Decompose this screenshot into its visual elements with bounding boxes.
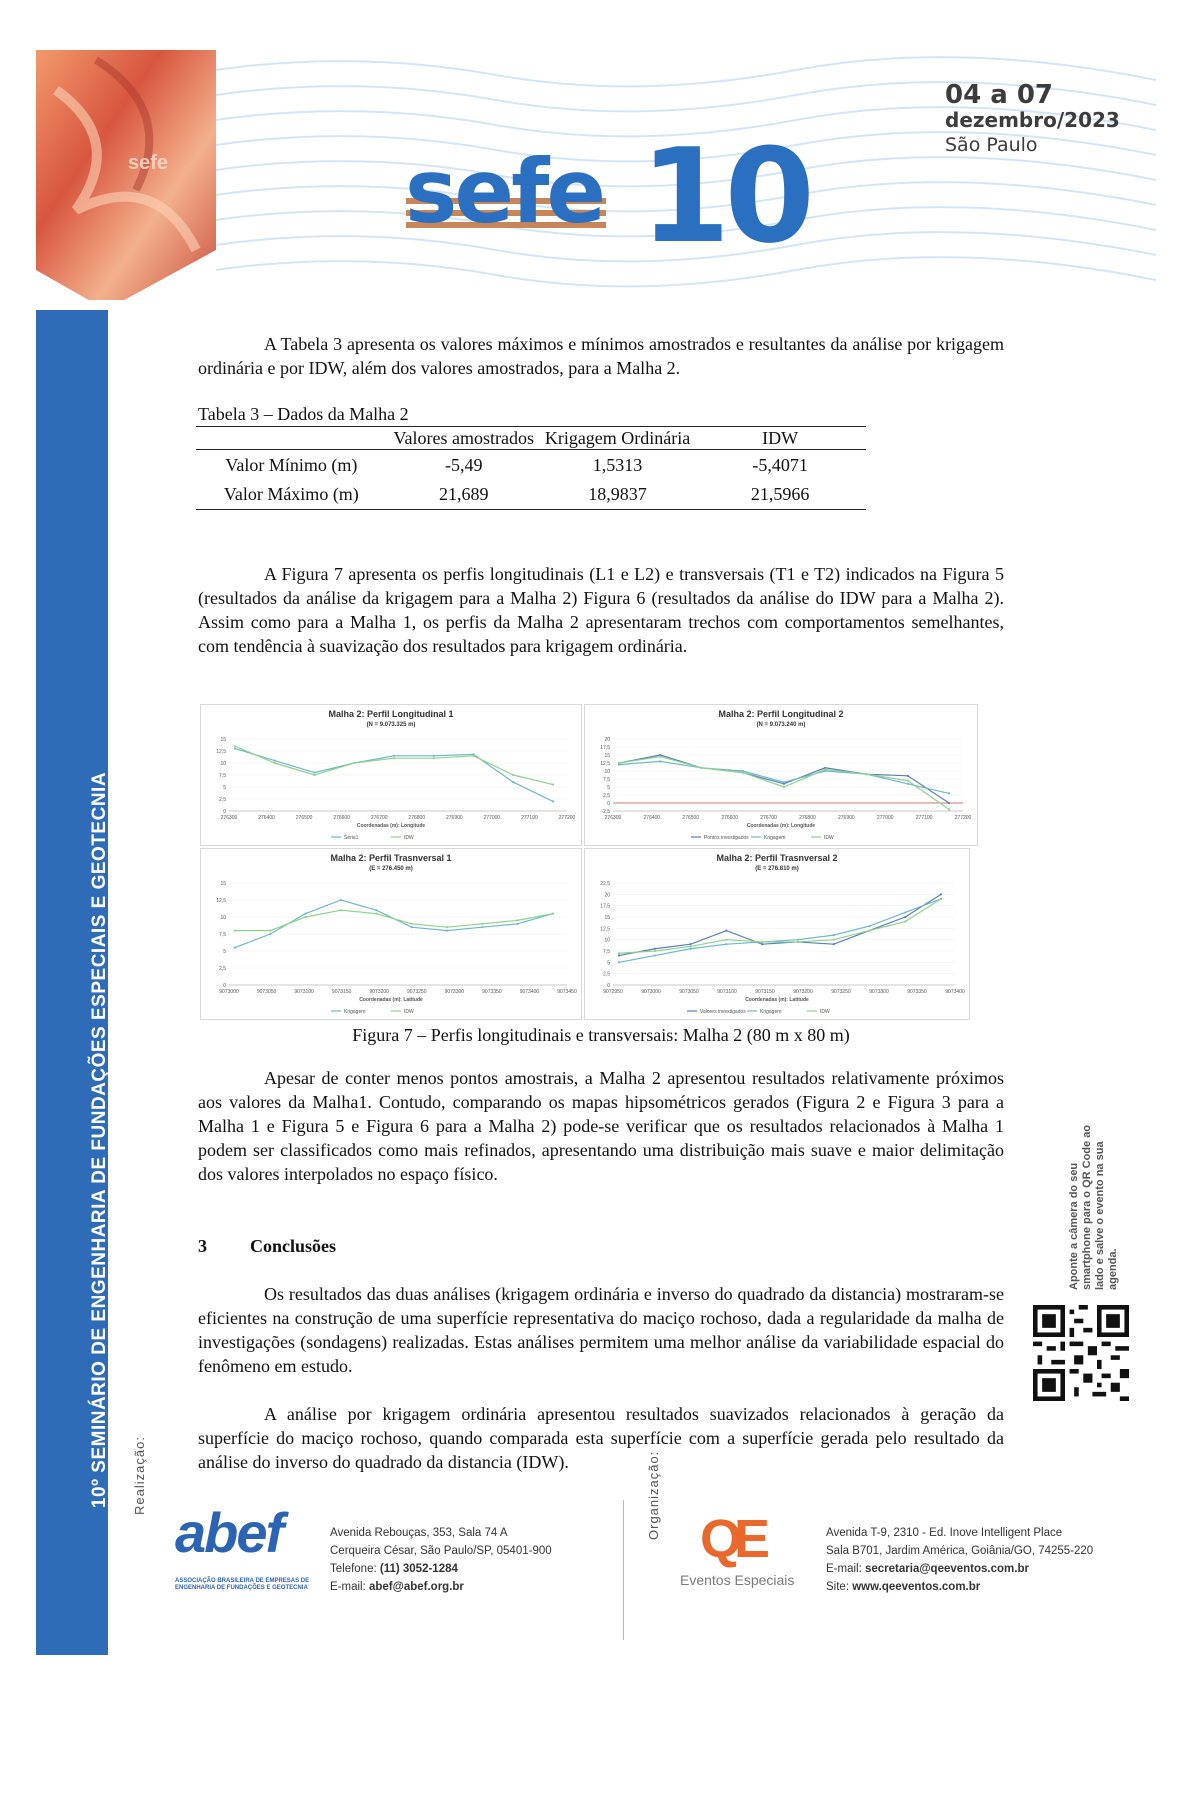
x-tick-label: 277000 <box>876 815 894 821</box>
data-point <box>833 939 835 941</box>
x-axis-label: Coordenadas (m): Longitude <box>356 823 426 829</box>
qe-email-link[interactable]: secretaria@qeeventos.com.br <box>864 1563 1029 1575</box>
paragraph-1: A Tabela 3 apresenta os valores máximos e mínimos amostrados e resultantes da análise por krigagem ordinária e por IDW, além dos valores amostrados, para a Malha 2. <box>198 334 1004 378</box>
data-point <box>654 954 656 956</box>
chart-longitudinal-1 <box>201 705 581 845</box>
x-tick-label: 276500 <box>295 815 313 821</box>
data-point <box>907 780 909 782</box>
paragraph-2: A Figura 7 apresenta os perfis longitudinais (L1 e L2) e transversais (T1 e T2) indicados na Figura 5 (resultados da análise da krigagem para a Malha 2) Figura 6 (resultados da análise do IDW para a Malha 2). Assim como para a Malha 1, os perfis da Malha 2 apresentaram trechos com comportamentos semelhantes, com tendência à suavização dos resultados para krigagem ordinária. <box>198 564 1004 656</box>
side-banner-text: 10º SEMINÁRIO DE ENGENHARIA DE FUNDAÇÕES ESPECIAIS E GEOTECNIA <box>89 771 110 1509</box>
y-tick-label: 2,5 <box>219 797 226 803</box>
data-point <box>552 800 554 802</box>
qe-logo: QE <box>700 1509 763 1569</box>
data-point <box>940 898 942 900</box>
x-tick-label: 276300 <box>604 815 622 821</box>
x-tick-label: 9073000 <box>641 989 661 995</box>
y-tick-label: 5 <box>223 785 226 791</box>
legend-entry: Krigagem <box>760 1009 782 1015</box>
realizacao-label: Realização: <box>132 1436 147 1515</box>
y-tick-label: 2,5 <box>603 793 610 799</box>
x-tick-label: 276800 <box>799 815 816 821</box>
data-table <box>196 426 866 510</box>
data-point <box>340 909 342 911</box>
data-point <box>313 774 315 776</box>
data-point <box>274 760 276 762</box>
chart-panel-4 <box>584 848 970 1020</box>
table-row <box>196 450 866 480</box>
data-point <box>725 930 727 932</box>
chart-title: Malha 2: Perfil Trasnversal 2 <box>716 853 838 863</box>
data-point <box>618 954 620 956</box>
x-tick-label: 277100 <box>521 815 538 821</box>
data-point <box>481 923 483 925</box>
x-tick-label: 9073450 <box>557 989 577 995</box>
legend-entry: IDW <box>404 835 414 841</box>
y-tick-label: 5 <box>607 960 610 967</box>
data-point <box>446 930 448 932</box>
section-number: 3 <box>198 1236 207 1256</box>
y-tick-label: 0 <box>223 809 226 815</box>
chart-panel-3 <box>200 848 582 1020</box>
data-point <box>234 930 236 932</box>
y-tick-label: 12,5 <box>216 898 226 904</box>
x-axis-label: Coordenadas (m): Longitude <box>746 823 816 829</box>
x-tick-label: 276600 <box>721 815 739 821</box>
x-tick-label: 9073300 <box>869 989 889 995</box>
data-point <box>689 948 691 950</box>
x-tick-label: 9073200 <box>369 989 389 995</box>
x-tick-label: 277100 <box>915 815 933 821</box>
data-point <box>512 774 514 776</box>
x-tick-label: 9073250 <box>831 989 851 995</box>
abef-phone[interactable]: (11) 3052-1284 <box>379 1563 458 1575</box>
data-point <box>618 961 620 963</box>
data-point <box>234 748 236 750</box>
data-point <box>833 943 835 945</box>
data-point <box>783 786 785 788</box>
y-tick-label: 20 <box>604 892 610 899</box>
legend-entry: IDW <box>820 1009 830 1015</box>
x-tick-label: 9073150 <box>331 989 352 995</box>
y-tick-label: -2,5 <box>601 809 610 815</box>
y-tick-label: 2,5 <box>219 966 226 972</box>
legend-entry: Pontos investigados <box>704 835 749 841</box>
abef-address-line1: Avenida Rebouças, 353, Sala 74 A <box>330 1527 508 1539</box>
y-tick-label: 17,5 <box>600 745 610 751</box>
data-point <box>868 925 870 927</box>
y-tick-label: 7,5 <box>219 932 226 938</box>
data-point <box>313 772 315 774</box>
chart-panel-1 <box>200 704 582 846</box>
table-header-cell: Krigagem Ordinária <box>544 428 691 448</box>
data-point <box>375 913 377 915</box>
figure-caption: Figura 7 – Perfis longitudinais e transversais: Malha 2 (80 m x 80 m) <box>352 1025 850 1045</box>
footer-divider <box>623 1500 624 1640</box>
y-tick-label: 12,5 <box>216 749 226 755</box>
x-tick-label: 276700 <box>760 815 777 821</box>
x-axis-label: Coordenadas (m): Latitude <box>745 997 809 1003</box>
table-cell: Valor Mínimo (m) <box>225 454 358 475</box>
x-tick-label: 9073000 <box>219 989 239 995</box>
legend-entry: IDW <box>404 1009 414 1015</box>
data-point <box>618 952 620 954</box>
x-tick-label: 9073100 <box>717 989 737 995</box>
data-point <box>761 941 763 943</box>
x-tick-label: 9073350 <box>482 989 502 995</box>
data-point <box>552 913 554 915</box>
data-point <box>783 781 785 783</box>
table-caption: Tabela 3 – Dados da Malha 2 <box>198 404 409 424</box>
data-point <box>948 808 950 810</box>
y-tick-label: 10 <box>220 761 226 767</box>
data-point <box>725 943 727 945</box>
data-point <box>340 899 342 901</box>
data-point <box>393 755 395 757</box>
abef-contact <box>330 1524 552 1596</box>
data-point <box>940 893 942 895</box>
data-point <box>742 772 744 774</box>
x-tick-label: 276600 <box>333 815 351 821</box>
y-tick-label: 0 <box>223 983 226 989</box>
data-point <box>411 923 413 925</box>
chart-subtitle: (E = 276.450 m) <box>369 866 413 872</box>
abef-subtitle: ASSOCIAÇÃO BRASILEIRA DE EMPRESAS DE ENGENHARIA DE FUNDAÇÕES E GEOTECNIA <box>175 1578 310 1591</box>
section-heading <box>198 1236 336 1257</box>
event-city: São Paulo <box>945 134 1038 156</box>
chart-title: Malha 2: Perfil Longitudinal 2 <box>718 709 844 719</box>
chart-subtitle: (E = 276.810 m) <box>755 866 799 872</box>
data-point <box>269 933 271 935</box>
data-point <box>472 755 474 757</box>
abef-logo: abef <box>175 1501 283 1564</box>
chart-subtitle: (N = 9.073.240 m) <box>756 722 806 728</box>
y-tick-label: 17,5 <box>600 903 610 910</box>
data-point <box>833 934 835 936</box>
table-cell: 18,9837 <box>588 484 647 505</box>
chart-transversal-2 <box>585 849 969 1019</box>
legend-entry: Krigagem <box>764 835 786 841</box>
x-tick-label: 9073300 <box>444 989 465 995</box>
data-point <box>654 948 656 950</box>
y-tick-label: 10 <box>220 915 226 921</box>
y-tick-label: 15 <box>604 915 610 921</box>
legend-entry: Valores investigados <box>700 1009 746 1015</box>
x-tick-label: 9073350 <box>907 989 927 995</box>
table-cell: 21,5966 <box>750 484 810 505</box>
legend-entry: Série1 <box>344 835 359 841</box>
y-tick-label: 5 <box>607 785 610 791</box>
qe-contact <box>826 1524 1093 1596</box>
chart-title: Malha 2: Perfil Longitudinal 1 <box>328 709 454 719</box>
site-label: Site: <box>826 1581 853 1593</box>
data-point <box>481 926 483 928</box>
y-tick-label: 15 <box>604 753 610 759</box>
table-header-cell: Valores amostrados <box>393 428 534 448</box>
series-line <box>619 899 941 953</box>
x-tick-label: 9073050 <box>679 989 699 995</box>
legend-entry: IDW <box>824 835 834 841</box>
chart-subtitle: (N = 9.073.325 m) <box>366 722 416 728</box>
data-point <box>411 926 413 928</box>
chart-longitudinal-2 <box>585 705 977 845</box>
y-tick-label: 7,5 <box>603 777 610 783</box>
x-tick-label: 276300 <box>220 815 238 821</box>
event-logo-number: 10 <box>640 120 809 272</box>
data-point <box>904 916 906 918</box>
qe-site-link[interactable]: www.qeeventos.com.br <box>852 1581 981 1593</box>
y-tick-label: 5 <box>223 949 226 955</box>
data-point <box>907 783 909 785</box>
data-point <box>868 930 870 932</box>
event-month: dezembro/2023 <box>945 108 1120 132</box>
x-tick-label: 276400 <box>643 815 661 821</box>
y-tick-label: 22,5 <box>600 881 610 887</box>
paragraph-3: Apesar de conter menos pontos amostrais, a Malha 2 apresentou resultados relativamente próximos aos valores da Malha1. Contudo, comparando os mapas hipsométricos gerados (Figura 2 e Figura 3 para a Malha 1 e Figura 5 e Figura 6 para a Malha 2) pode-se verificar que os resultados relacionados à Malha 1 podem ser classificados como mais refinados, apresentando uma distribuição mais suave e maior delimitação dos valores interpolados no espaço físico. <box>198 1068 1004 1184</box>
data-point <box>517 919 519 921</box>
paragraph-4: Os resultados das duas análises (krigagem ordinária e inverso do quadrado da distancia) mostraram-se eficientes na construção de uma superfície representativa do maciço rochoso, dada a regularidade da malha de investigações (sondagens) realizadas. Estas análises permitem uma melhor análise da variabilidade espacial do fenômeno em estudo. <box>198 1284 1004 1376</box>
abef-email-link[interactable]: abef@abef.org.br <box>368 1581 464 1593</box>
data-point <box>517 923 519 925</box>
x-tick-label: 9073400 <box>519 989 540 995</box>
data-point <box>618 762 620 764</box>
y-tick-label: 7,5 <box>219 773 226 779</box>
x-tick-label: 276700 <box>370 815 388 821</box>
x-tick-label: 9073400 <box>945 989 965 995</box>
data-point <box>689 945 691 947</box>
table-row <box>196 480 866 510</box>
y-tick-label: 15 <box>220 881 226 887</box>
qe-email-line <box>826 1560 1093 1578</box>
data-point <box>700 767 702 769</box>
data-point <box>904 911 906 913</box>
chart-transversal-1 <box>201 849 581 1019</box>
corner-badge: sefe <box>128 152 169 174</box>
x-tick-label: 277200 <box>954 815 972 821</box>
x-tick-label: 9072950 <box>603 989 623 995</box>
data-point <box>948 792 950 794</box>
data-point <box>305 913 307 915</box>
paragraph-5: A análise por krigagem ordinária apresentou resultados suavizados relacionados à geração da superfície do maciço rochoso, quando comparada esta superfície com a superfície gerada pelo resultado da análise do inverso do quadrado da distancia (IDW). <box>198 1404 1004 1472</box>
x-tick-label: 9073150 <box>755 989 775 995</box>
data-point <box>234 947 236 949</box>
qe-site-line <box>826 1578 1093 1596</box>
x-tick-label: 277200 <box>558 815 576 821</box>
abef-address-line2: Cerqueira César, São Paulo/SP, 05401-900 <box>330 1545 552 1557</box>
data-point <box>948 802 950 804</box>
data-point <box>512 781 514 783</box>
data-point <box>305 916 307 918</box>
qe-subtitle: Eventos Especiais <box>680 1572 795 1588</box>
series-line <box>619 899 941 962</box>
section-title: Conclusões <box>250 1236 337 1256</box>
data-point <box>269 930 271 932</box>
data-point <box>353 762 355 764</box>
x-tick-label: 9073050 <box>256 989 277 995</box>
email-label: E-mail: <box>330 1581 369 1593</box>
qr-instructions: Aponte a câmera do seu smartphone para o QR Code ao lado e salve o evento na sua agenda. <box>1068 1124 1119 1290</box>
y-tick-label: 12,5 <box>600 761 610 767</box>
table-cell: 21,689 <box>438 484 489 505</box>
email-label: E-mail: <box>826 1563 865 1575</box>
y-tick-label: 10 <box>604 769 610 775</box>
qe-address-line2: Sala B701, Jardim América, Goiânia/GO, 74255-220 <box>826 1545 1094 1557</box>
data-point <box>375 909 377 911</box>
x-tick-label: 9073100 <box>294 989 314 995</box>
table-header-row <box>196 427 866 450</box>
x-axis-label: Coordenadas (m): Latitude <box>359 997 423 1003</box>
legend-entry: Krigagem <box>344 1009 366 1015</box>
y-tick-label: 12,5 <box>600 926 610 933</box>
data-point <box>797 939 799 941</box>
chart-title: Malha 2: Perfil Trasnversal 1 <box>330 853 452 863</box>
x-tick-label: 276900 <box>837 815 855 821</box>
y-tick-label: 0 <box>607 983 610 989</box>
event-dates: 04 a 07 <box>945 80 1054 110</box>
data-point <box>234 745 236 747</box>
y-tick-label: 20 <box>604 737 610 743</box>
table-header-cell: IDW <box>762 428 799 448</box>
data-point <box>725 939 727 941</box>
data-point <box>446 926 448 928</box>
data-point <box>659 760 661 762</box>
data-point <box>659 756 661 758</box>
x-tick-label: 277000 <box>483 815 501 821</box>
y-tick-label: 10 <box>604 937 610 944</box>
series-line <box>235 746 553 784</box>
y-tick-label: 15 <box>220 737 226 743</box>
data-point <box>904 920 906 922</box>
x-tick-label: 276900 <box>445 815 463 821</box>
data-point <box>393 757 395 759</box>
data-point <box>761 943 763 945</box>
event-logo-word: sefe <box>405 140 604 243</box>
table-cell: -5,49 <box>444 454 483 475</box>
x-tick-label: 276500 <box>682 815 700 821</box>
x-tick-label: 276800 <box>408 815 426 821</box>
y-tick-label: 2,5 <box>603 971 610 978</box>
qe-address-line1: Avenida T-9, 2310 - Ed. Inove Intelligent Place <box>826 1527 1063 1539</box>
y-tick-label: 0 <box>607 801 610 807</box>
table-header-cell <box>196 427 387 450</box>
abef-email-line <box>330 1578 552 1596</box>
data-point <box>654 950 656 952</box>
data-point <box>433 755 435 757</box>
table-cell: Valor Máximo (m) <box>223 484 359 505</box>
y-tick-label: 7,5 <box>603 949 610 955</box>
x-tick-label: 9073200 <box>793 989 813 995</box>
data-point <box>433 757 435 759</box>
data-point <box>797 941 799 943</box>
table-cell: 1,5313 <box>592 454 643 475</box>
data-point <box>274 762 276 764</box>
data-point <box>907 775 909 777</box>
x-tick-label: 276400 <box>258 815 275 821</box>
phone-label: Telefone: <box>330 1563 380 1575</box>
table-cell: -5,4071 <box>752 454 808 475</box>
chart-panel-2 <box>584 704 978 846</box>
qr-code[interactable] <box>1033 1305 1129 1401</box>
series-line <box>619 761 949 793</box>
x-tick-label: 9073250 <box>407 989 427 995</box>
data-point <box>865 773 867 775</box>
data-point <box>689 943 691 945</box>
data-point <box>824 768 826 770</box>
data-point <box>552 784 554 786</box>
organizacao-label: Organização: <box>646 1450 661 1540</box>
abef-phone-line <box>330 1560 552 1578</box>
series-line <box>235 900 553 948</box>
